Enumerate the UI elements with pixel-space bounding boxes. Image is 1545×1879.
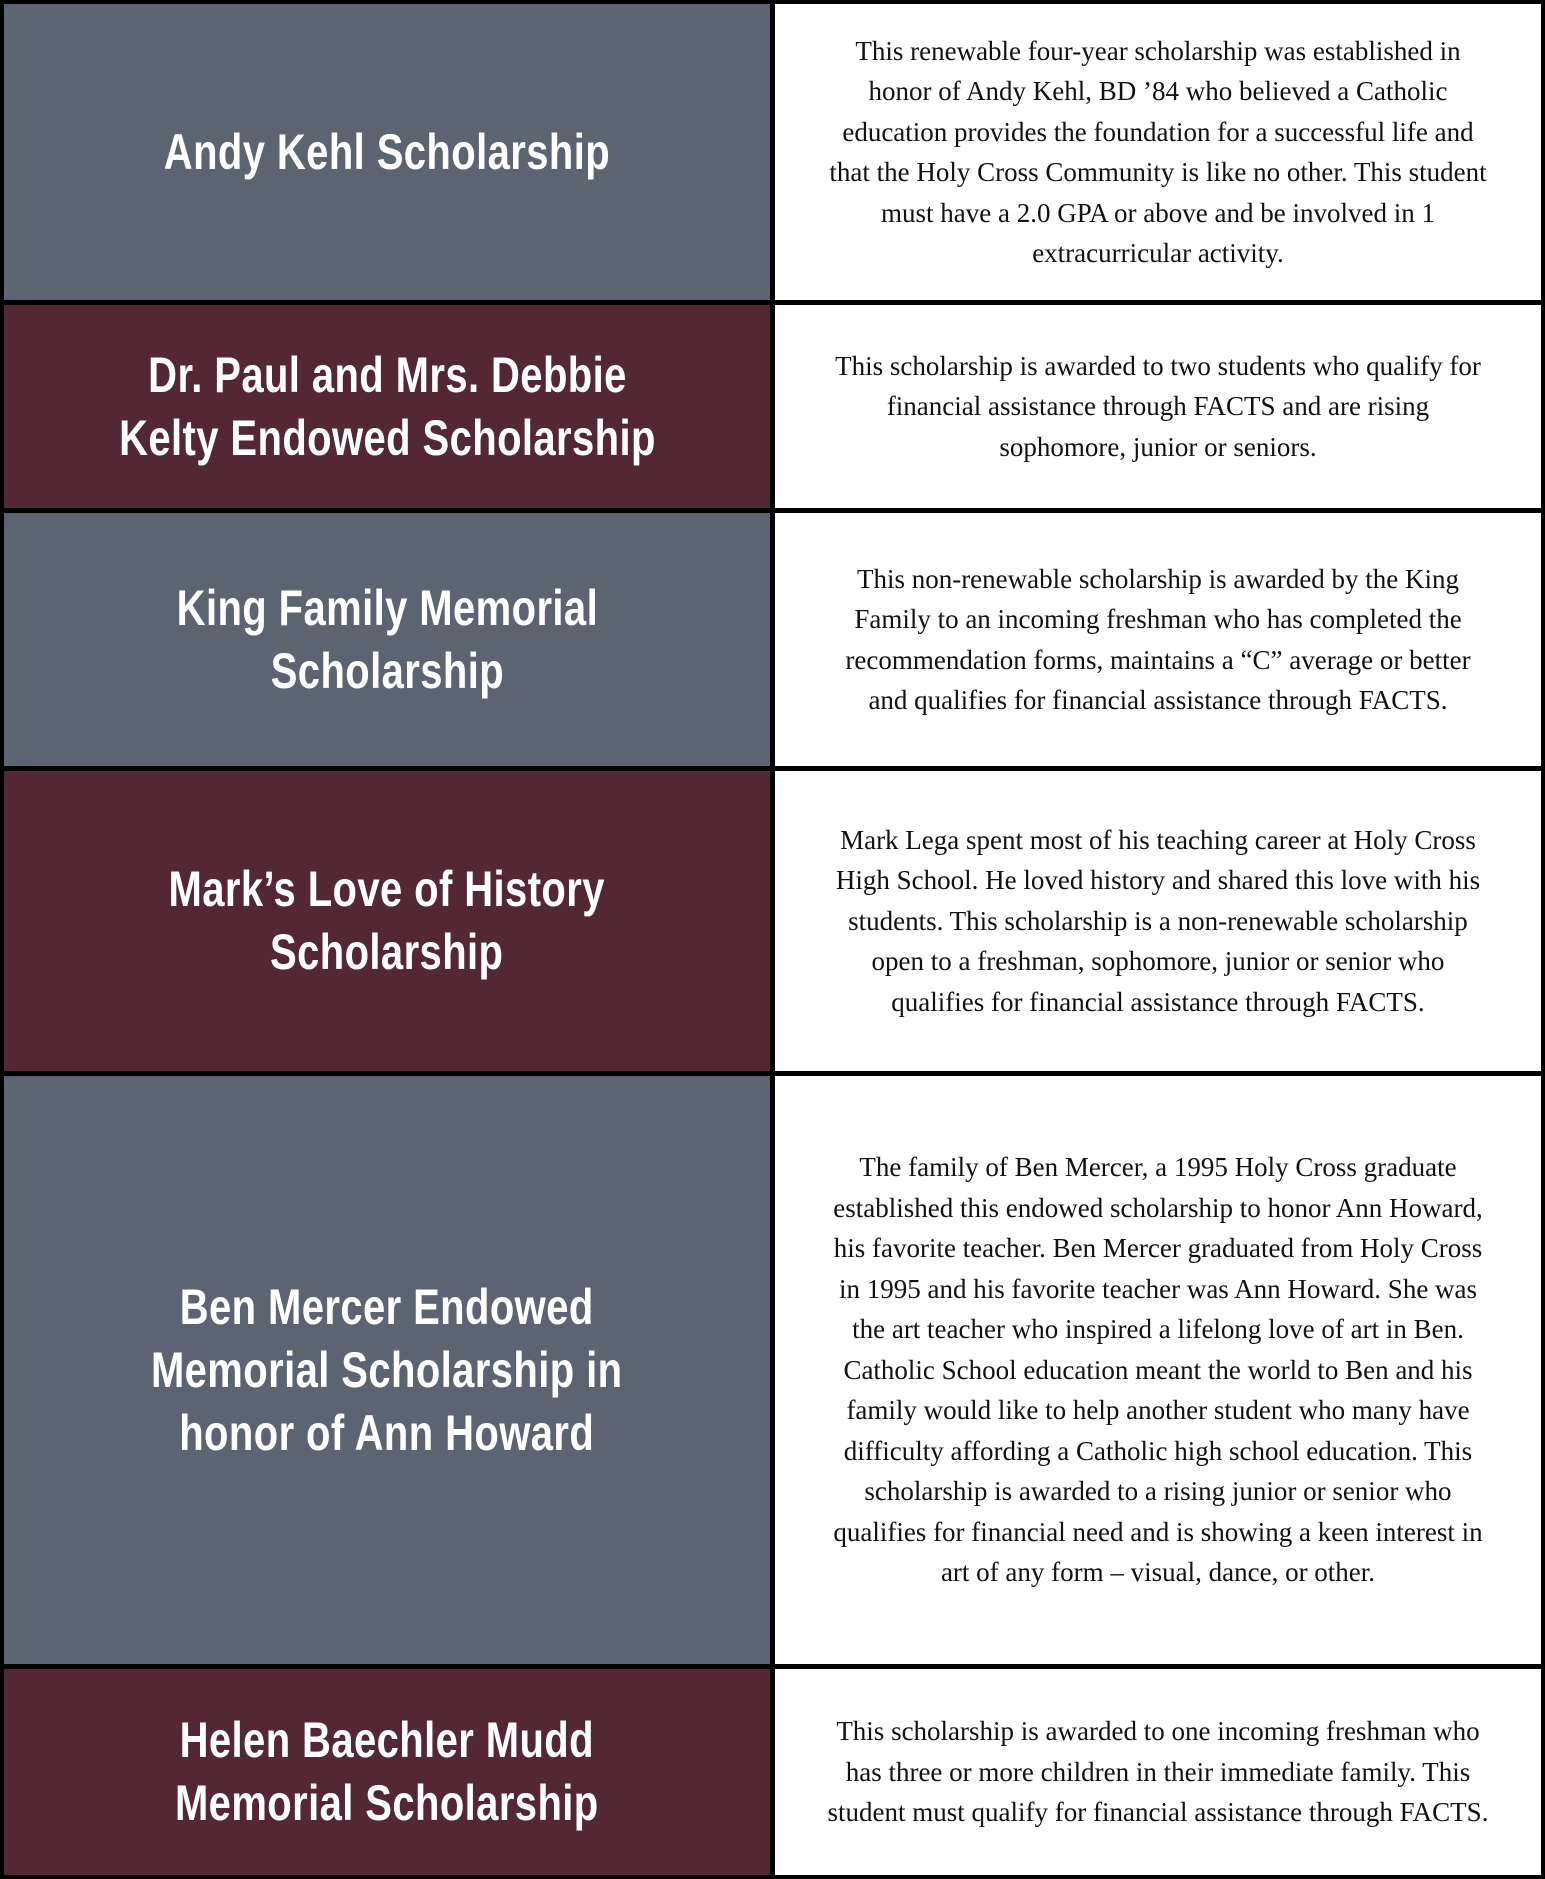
scholarship-name-cell <box>4 4 770 300</box>
scholarship-name-cell <box>4 1076 770 1664</box>
scholarship-description-cell <box>775 4 1541 300</box>
scholarship-description: Mark Lega spent most of his teaching career at Holy Cross High School. He loved history and shared this love with his students. This scholarship is a non-renewable scholarship open to a freshman, sophomore, junior or senior who qualifies for financial assistance through FACTS. <box>835 824 1481 1017</box>
scholarship-title: Ben Mercer Endowed Memorial Scholarship in honor of Ann Howard <box>151 1278 623 1461</box>
scholarship-description: The family of Ben Mercer, a 1995 Holy Cross graduate established this endowed scholarship to honor Ann Howard, his favorite teacher. Ben Mercer graduated from Holy Cross in 1995 and his favorite teacher was Ann Howard. She was the art teacher who inspired a lifelong love of art in Ben. Catholic School education meant the world to Ben and his family would like to help another student who many have difficulty affording a Catholic high school education. This scholarship is awarded to a rising junior or senior who qualifies for financial need and is showing a keen interest in art of any form – visual, dance, or other. <box>833 1152 1483 1588</box>
scholarship-title: Dr. Paul and Mrs. Debbie Kelty Endowed Scholarship <box>118 346 656 466</box>
scholarship-title: King Family Memorial Scholarship <box>176 579 598 699</box>
scholarship-description-cell <box>775 305 1541 508</box>
scholarship-description-cell <box>775 1076 1541 1664</box>
scholarship-description-cell <box>775 1669 1541 1875</box>
scholarship-description: This scholarship is awarded to two students who qualify for financial assistance through FACTS and are rising sophomore, junior or seniors. <box>835 350 1481 462</box>
scholarship-name-cell <box>4 305 770 508</box>
scholarship-title: Mark’s Love of History Scholarship <box>168 861 606 980</box>
scholarship-name-cell <box>4 771 770 1071</box>
scholarship-description-cell <box>775 513 1541 766</box>
scholarship-description: This renewable four-year scholarship was established in honor of Andy Kehl, BD ’84 who believed a Catholic education provides the foundation for a successful life and that the Holy Cross Community is like no other. This student must have a 2.0 GPA or above and be involved in 1 extracurricular activity. <box>829 35 1487 268</box>
scholarship-title: Andy Kehl Scholarship <box>163 123 611 180</box>
scholarship-description: This non-renewable scholarship is awarded by the King Family to an incoming freshman who has completed the recommendation forms, maintains a “C” average or better and qualifies for financial assistance through FACTS. <box>845 563 1471 715</box>
scholarship-name-cell <box>4 1669 770 1875</box>
scholarship-description-cell <box>775 771 1541 1071</box>
scholarship-name-cell <box>4 513 770 766</box>
scholarship-title: Helen Baechler Mudd Memorial Scholarship <box>175 1712 599 1831</box>
scholarship-description: This scholarship is awarded to one incoming freshman who has three or more children in their immediate family. This student must qualify for financial assistance through FACTS. <box>827 1716 1489 1828</box>
